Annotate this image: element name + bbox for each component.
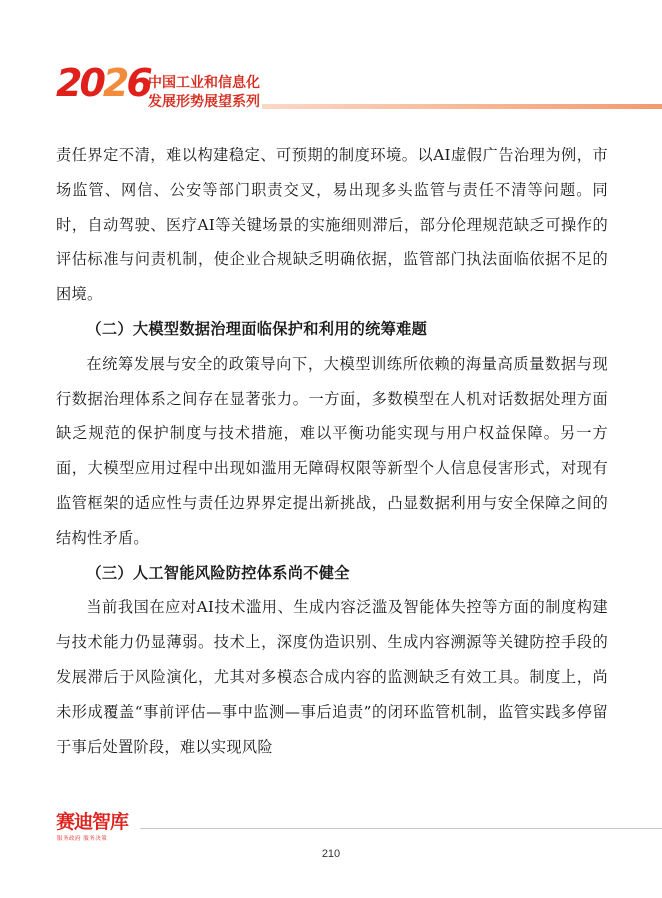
footer-slogan: 服务政府 服务决策: [57, 836, 108, 842]
year-logo-part-a: 20: [56, 61, 103, 105]
body-content: [56, 138, 608, 764]
header-divider: [262, 104, 662, 109]
year-logo: [56, 61, 150, 105]
paragraph-1: 责任界定不清，难以构建稳定、可预期的制度环境。以AI虚假广告治理为例，市场监管、网信、公安等部门职责交叉，易出现多头监管与责任不清等问题。同时，自动驾驶、医疗AI等关键场景的实施细则滞后，部分伦理规范缺乏可操作的评估标准与问责机制，使企业合规缺乏明确依据，监管部门执法面临依据不足的困境。: [56, 146, 608, 304]
series-title-line2: 发展形势展望系列: [148, 94, 260, 110]
section-heading-3: （三）人工智能风险防控体系尚不健全: [86, 563, 350, 582]
paragraph-3: 当前我国在应对AI技术滥用、生成内容泛滥及智能体失控等方面的制度构建与技术能力仍显薄弱。技术上，深度伪造识别、生成内容溯源等关键防控手段的发展滞后于风险演化，尤其对多模态合成内容的监测缺乏有效工具。制度上，尚未形成覆盖“事前评估—事中监测—事后追责”的闭环监管机制，监管实践多停留于事后处置阶段，难以实现风险: [56, 598, 608, 756]
section-heading-2: （二）大模型数据治理面临保护和利用的统筹难题: [86, 319, 428, 338]
year-logo-part-c: 6: [126, 61, 150, 105]
paragraph-2: 在统筹发展与安全的政策导向下，大模型训练所依赖的海量高质量数据与现行数据治理体系之间存在显著张力。一方面，多数模型在人机对话数据处理方面缺乏规范的保护制度与技术措施，难以平衡功能实现与用户权益保障。另一方面，大模型应用过程中出现如滥用无障碍权限等新型个人信息侵害形式，对现有监管框架的适应性与责任边界界定提出新挑战，凸显数据利用与安全保障之间的结构性矛盾。: [56, 354, 608, 547]
page-number: 210: [321, 848, 341, 860]
series-title-line1: 中国工业和信息化: [148, 75, 260, 91]
footer-divider: [140, 828, 662, 829]
page-header: [0, 0, 662, 130]
series-title: [148, 74, 260, 112]
footer-brand-logo: 赛迪智库: [56, 811, 129, 833]
year-logo-part-b: 2: [102, 61, 127, 105]
